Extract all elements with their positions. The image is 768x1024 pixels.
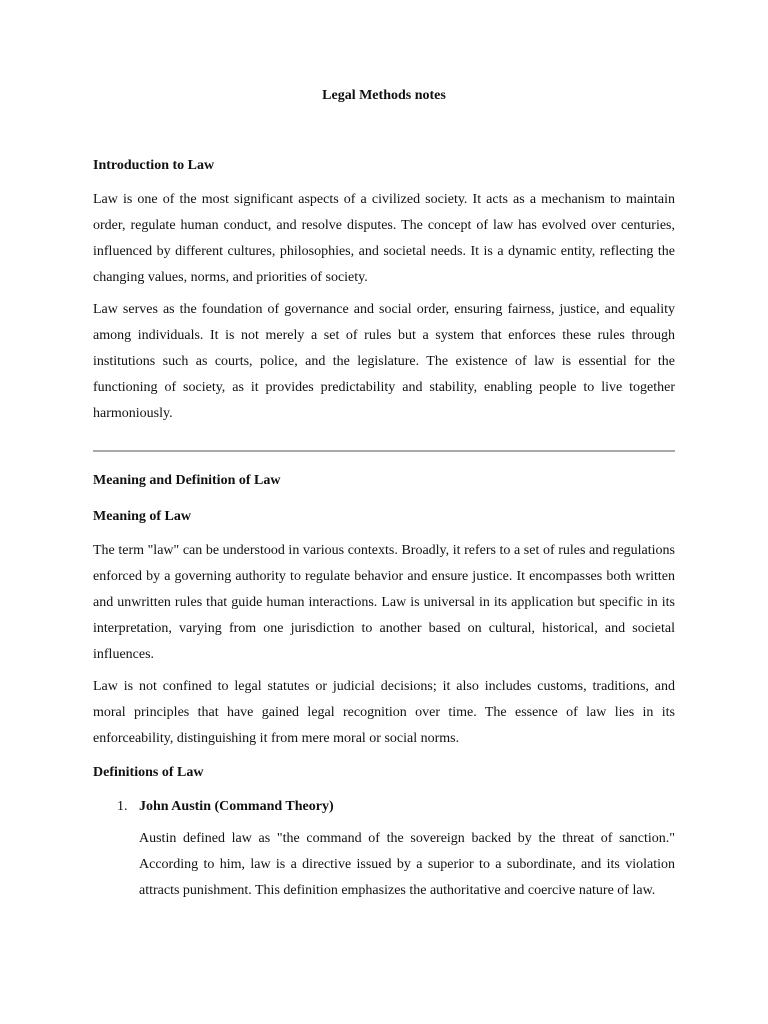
- meaning-paragraph-1: The term "law" can be understood in various contexts. Broadly, it refers to a set of rules and regulations enforced by a governing authority to regulate behavior and ensure justice. It encompasses both written and unwritten rules that guide human interactions. Law is universal in its application but specific in its interpretation, varying from one jurisdiction to another based on cultural, historical, and societal influences.: [93, 543, 675, 662]
- intro-paragraph-2: Law serves as the foundation of governance and social order, ensuring fairness, justice, and equality among individuals. It is not merely a set of rules but a system that enforces these rules through institutions such as courts, police, and the legislature. The existence of law is essential for the functioning of society, as it provides predictability and stability, enabling people to live together harmoniously.: [93, 302, 675, 421]
- document-title: Legal Methods notes: [322, 88, 446, 103]
- meaning-paragraph-2: Law is not confined to legal statutes or judicial decisions; it also includes customs, traditions, and moral principles that have gained legal recognition over time. The essence of law lies in its enforceability, distinguishing it from mere moral or social norms.: [93, 679, 675, 746]
- list-number: 1.: [117, 799, 128, 814]
- definition-body-austin: Austin defined law as "the command of the sovereign backed by the threat of sanction." According to him, law is a directive issued by a superior to a subordinate, and its violation attracts punishment. This definition emphasizes the authoritative and coercive nature of law.: [139, 831, 675, 898]
- meaning-of-law-heading: Meaning of Law: [93, 509, 191, 524]
- meaning-definition-heading: Meaning and Definition of Law: [93, 473, 281, 488]
- section-divider: [93, 450, 675, 452]
- definitions-heading: Definitions of Law: [93, 765, 204, 780]
- definition-title-austin: John Austin (Command Theory): [139, 799, 334, 814]
- intro-heading: Introduction to Law: [93, 158, 215, 173]
- intro-paragraph-1: Law is one of the most significant aspects of a civilized society. It acts as a mechanism to maintain order, regulate human conduct, and resolve disputes. The concept of law has evolved over centuries, influenced by different cultures, philosophies, and societal needs. It is a dynamic entity, reflecting the changing values, norms, and priorities of society.: [93, 192, 675, 285]
